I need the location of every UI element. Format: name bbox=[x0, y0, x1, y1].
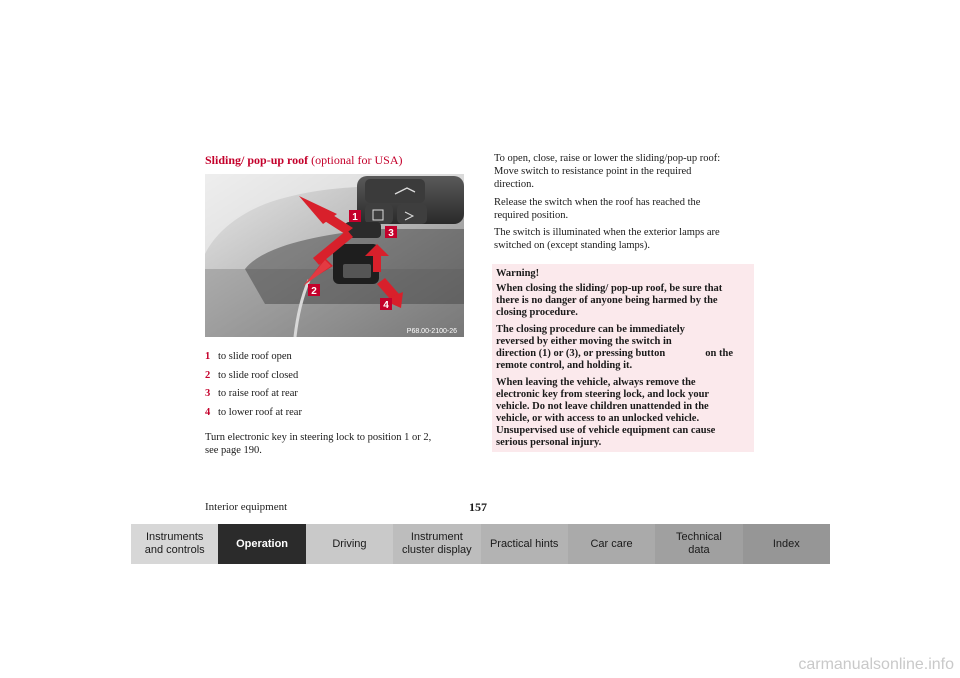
legend-number: 3 bbox=[205, 388, 211, 399]
legend-text: to slide roof open bbox=[218, 351, 292, 362]
tab-instruments-and-controls[interactable]: Instruments and controls bbox=[131, 524, 218, 564]
tab-practical-hints[interactable]: Practical hints bbox=[481, 524, 568, 564]
release-paragraph bbox=[494, 196, 700, 222]
operation-paragraph bbox=[494, 152, 720, 191]
text-line: Release the switch when the roof has reached the bbox=[494, 197, 701, 208]
warning-box bbox=[492, 264, 754, 452]
text-line: The switch is illuminated when the exterior lamps are bbox=[494, 227, 720, 238]
callout-3: 3 bbox=[388, 228, 394, 239]
figure-legend bbox=[205, 348, 302, 422]
legend-text: to slide roof closed bbox=[218, 369, 299, 381]
legend-number: 4 bbox=[205, 406, 211, 418]
legend-item bbox=[205, 367, 302, 386]
section-heading bbox=[205, 153, 402, 168]
text-line: To open, close, raise or lower the sliding/pop-up roof: bbox=[494, 153, 721, 164]
roof-switch-figure bbox=[205, 174, 464, 337]
legend-text: to raise roof at rear bbox=[218, 388, 298, 399]
callout-2: 2 bbox=[311, 286, 317, 297]
tab-index[interactable]: Index bbox=[743, 524, 830, 564]
warning-paragraph: The closing procedure can be immediately reversed by either moving the switch in direction (1) or (3), or pressing button on the remote control, and holding it. bbox=[496, 324, 733, 371]
legend-number: 2 bbox=[205, 369, 211, 381]
callout-4: 4 bbox=[383, 300, 389, 311]
illumination-paragraph bbox=[494, 226, 720, 252]
section-subtitle: (optional for USA) bbox=[311, 153, 403, 167]
legend-text: to lower roof at rear bbox=[218, 406, 302, 418]
key-instruction bbox=[205, 431, 431, 457]
legend-item bbox=[205, 348, 302, 367]
callout-1: 1 bbox=[352, 212, 358, 223]
section-title: Sliding/ pop-up roof bbox=[205, 153, 309, 167]
page-number: 157 bbox=[469, 500, 487, 514]
text-line: see page 190. bbox=[205, 445, 262, 456]
text-line: direction. bbox=[494, 179, 534, 190]
watermark: carmanualsonline.info bbox=[798, 656, 954, 673]
warning-paragraph: When leaving the vehicle, always remove the electronic key from steering lock, and lock your vehicle. Do not leave children unattended in the vehicle, or with access to an unlocked vehicle. Unsupervised use of vehicle equipment can cause serious personal injury. bbox=[496, 377, 716, 448]
text-line: Move switch to resistance point in the required bbox=[494, 166, 692, 177]
text-line: switched on (except standing lamps). bbox=[494, 240, 651, 251]
legend-item bbox=[205, 404, 302, 423]
figure-code: P68.00-2100-26 bbox=[406, 328, 457, 335]
tab-operation[interactable]: Operation bbox=[218, 524, 305, 564]
chapter-nav bbox=[131, 524, 830, 564]
warning-title: Warning! bbox=[496, 268, 540, 279]
footer-section-label: Interior equipment bbox=[205, 501, 288, 513]
tab-instrument-cluster-display[interactable]: Instrument cluster display bbox=[393, 524, 480, 564]
tab-technical-data[interactable]: Technical data bbox=[655, 524, 742, 564]
legend-item bbox=[205, 385, 302, 404]
text-line: required position. bbox=[494, 210, 569, 221]
warning-line-tail: on the bbox=[705, 348, 733, 359]
tab-car-care[interactable]: Car care bbox=[568, 524, 655, 564]
warning-paragraph: When closing the sliding/ pop-up roof, be sure that there is no danger of anyone being harmed by the closing procedure. bbox=[496, 283, 723, 318]
tab-driving[interactable]: Driving bbox=[306, 524, 393, 564]
roof-switch-illustration bbox=[205, 174, 464, 337]
legend-number: 1 bbox=[205, 351, 211, 362]
text-line: Turn electronic key in steering lock to position 1 or 2, bbox=[205, 432, 432, 443]
